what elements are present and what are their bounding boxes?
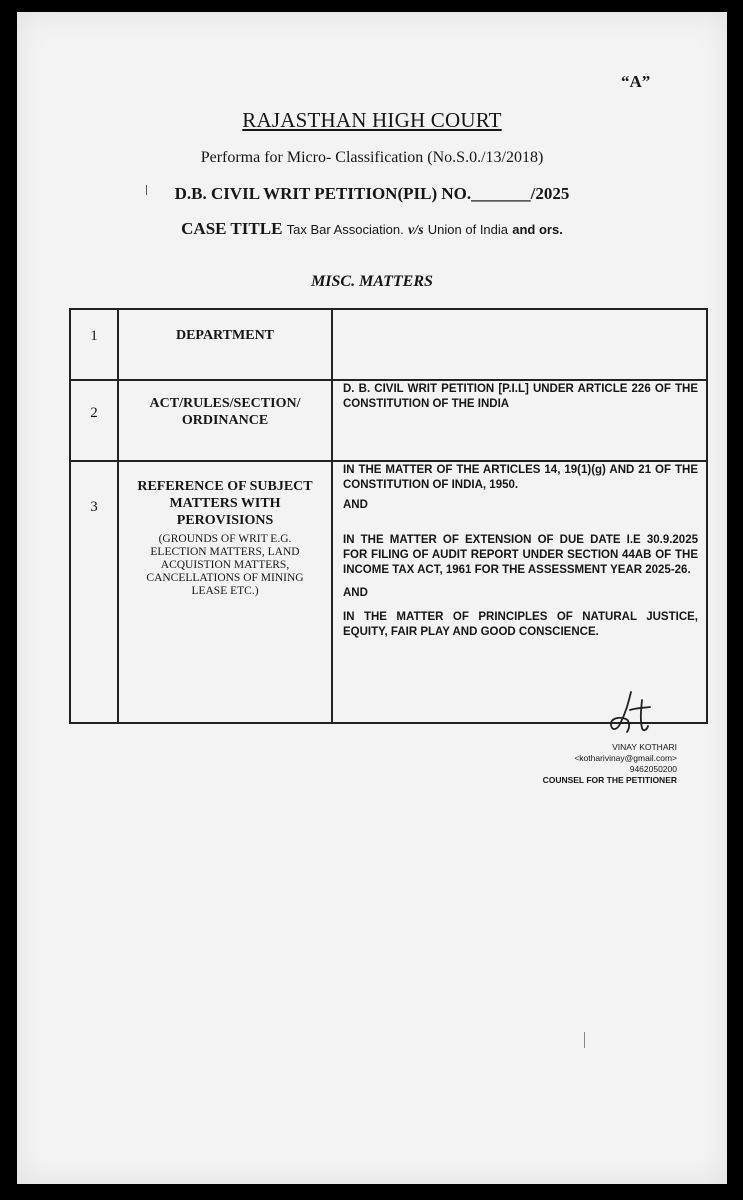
content-paragraph: IN THE MATTER OF THE ARTICLES 14, 19(1)(g) AND 21 OF THE CONSTITUTION OF INDIA, 1950. [343,464,698,491]
annexure-mark: “A” [621,72,651,91]
row-number: 1 [70,309,118,380]
document-page [17,12,727,1184]
signature-block [502,742,677,786]
content-paragraph: IN THE MATTER OF PRINCIPLES OF NATURAL JUSTICE, EQUITY, FAIR PLAY AND GOOD CONSCIENCE. [343,611,698,638]
classification-table [69,308,708,724]
counsel-phone: 9462050200 [629,764,677,774]
counsel-name: VINAY KOTHARI [612,742,677,752]
petition-year: /2025 [530,184,570,203]
row-label: REFERENCE OF SUBJECT MATTERS WITH PEROVISIONS [137,479,313,528]
versus-mark: v/s [407,223,424,238]
row-label: DEPARTMENT [118,309,332,380]
table-row [70,461,707,723]
content-paragraph: AND [343,587,368,599]
row-sublabel: (GROUNDS OF WRIT E.G. ELECTION MATTERS, LAND ACQUISTION MATTERS, CANCELLATIONS OF MINING LEASE ETC.) [146,533,304,597]
content-paragraph: D. B. CIVIL WRIT PETITION [P.I.L] UNDER ARTICLE 226 OF THE CONSTITUTION OF THE INDIA [343,383,698,410]
respondent-suffix: and ors. [512,222,563,237]
row-label-cell [118,461,332,723]
respondent-name: Union of India [427,222,509,237]
content-paragraph: AND [343,499,368,511]
row-number: 3 [70,461,118,723]
row-content [332,309,707,380]
petition-number-blank: _______ [471,184,531,203]
court-name: RAJASTHAN HIGH COURT [242,108,502,132]
petitioner-name: Tax Bar Association. [286,222,404,237]
counsel-email: <kotharivinay@gmail.com> [574,753,677,763]
case-title-line [17,219,727,239]
petition-label: D.B. CIVIL WRIT PETITION(PIL) NO. [174,184,472,203]
section-title: MISC. MATTERS [311,273,433,290]
row-content [332,380,707,461]
row-label: ACT/RULES/SECTION/ ORDINANCE [118,380,332,461]
table-row [70,309,707,380]
handwritten-signature [606,690,656,738]
performa-line: Performa for Micro- Classification (No.S.0./13/2018) [200,149,544,166]
content-paragraph: IN THE MATTER OF EXTENSION OF DUE DATE I.E 30.9.2025 FOR FILING OF AUDIT REPORT UNDER SECTION 44AB OF THE INCOME TAX ACT, 1961 FOR THE ASSESSMENT YEAR 2025-26. [343,534,698,576]
counsel-role: COUNSEL FOR THE PETITIONER [542,775,677,785]
scan-artifact [584,1032,585,1048]
row-number: 2 [70,380,118,461]
row-content [332,461,707,723]
petition-number-line [17,184,727,204]
case-title-label: CASE TITLE [181,219,283,238]
table-row [70,380,707,461]
